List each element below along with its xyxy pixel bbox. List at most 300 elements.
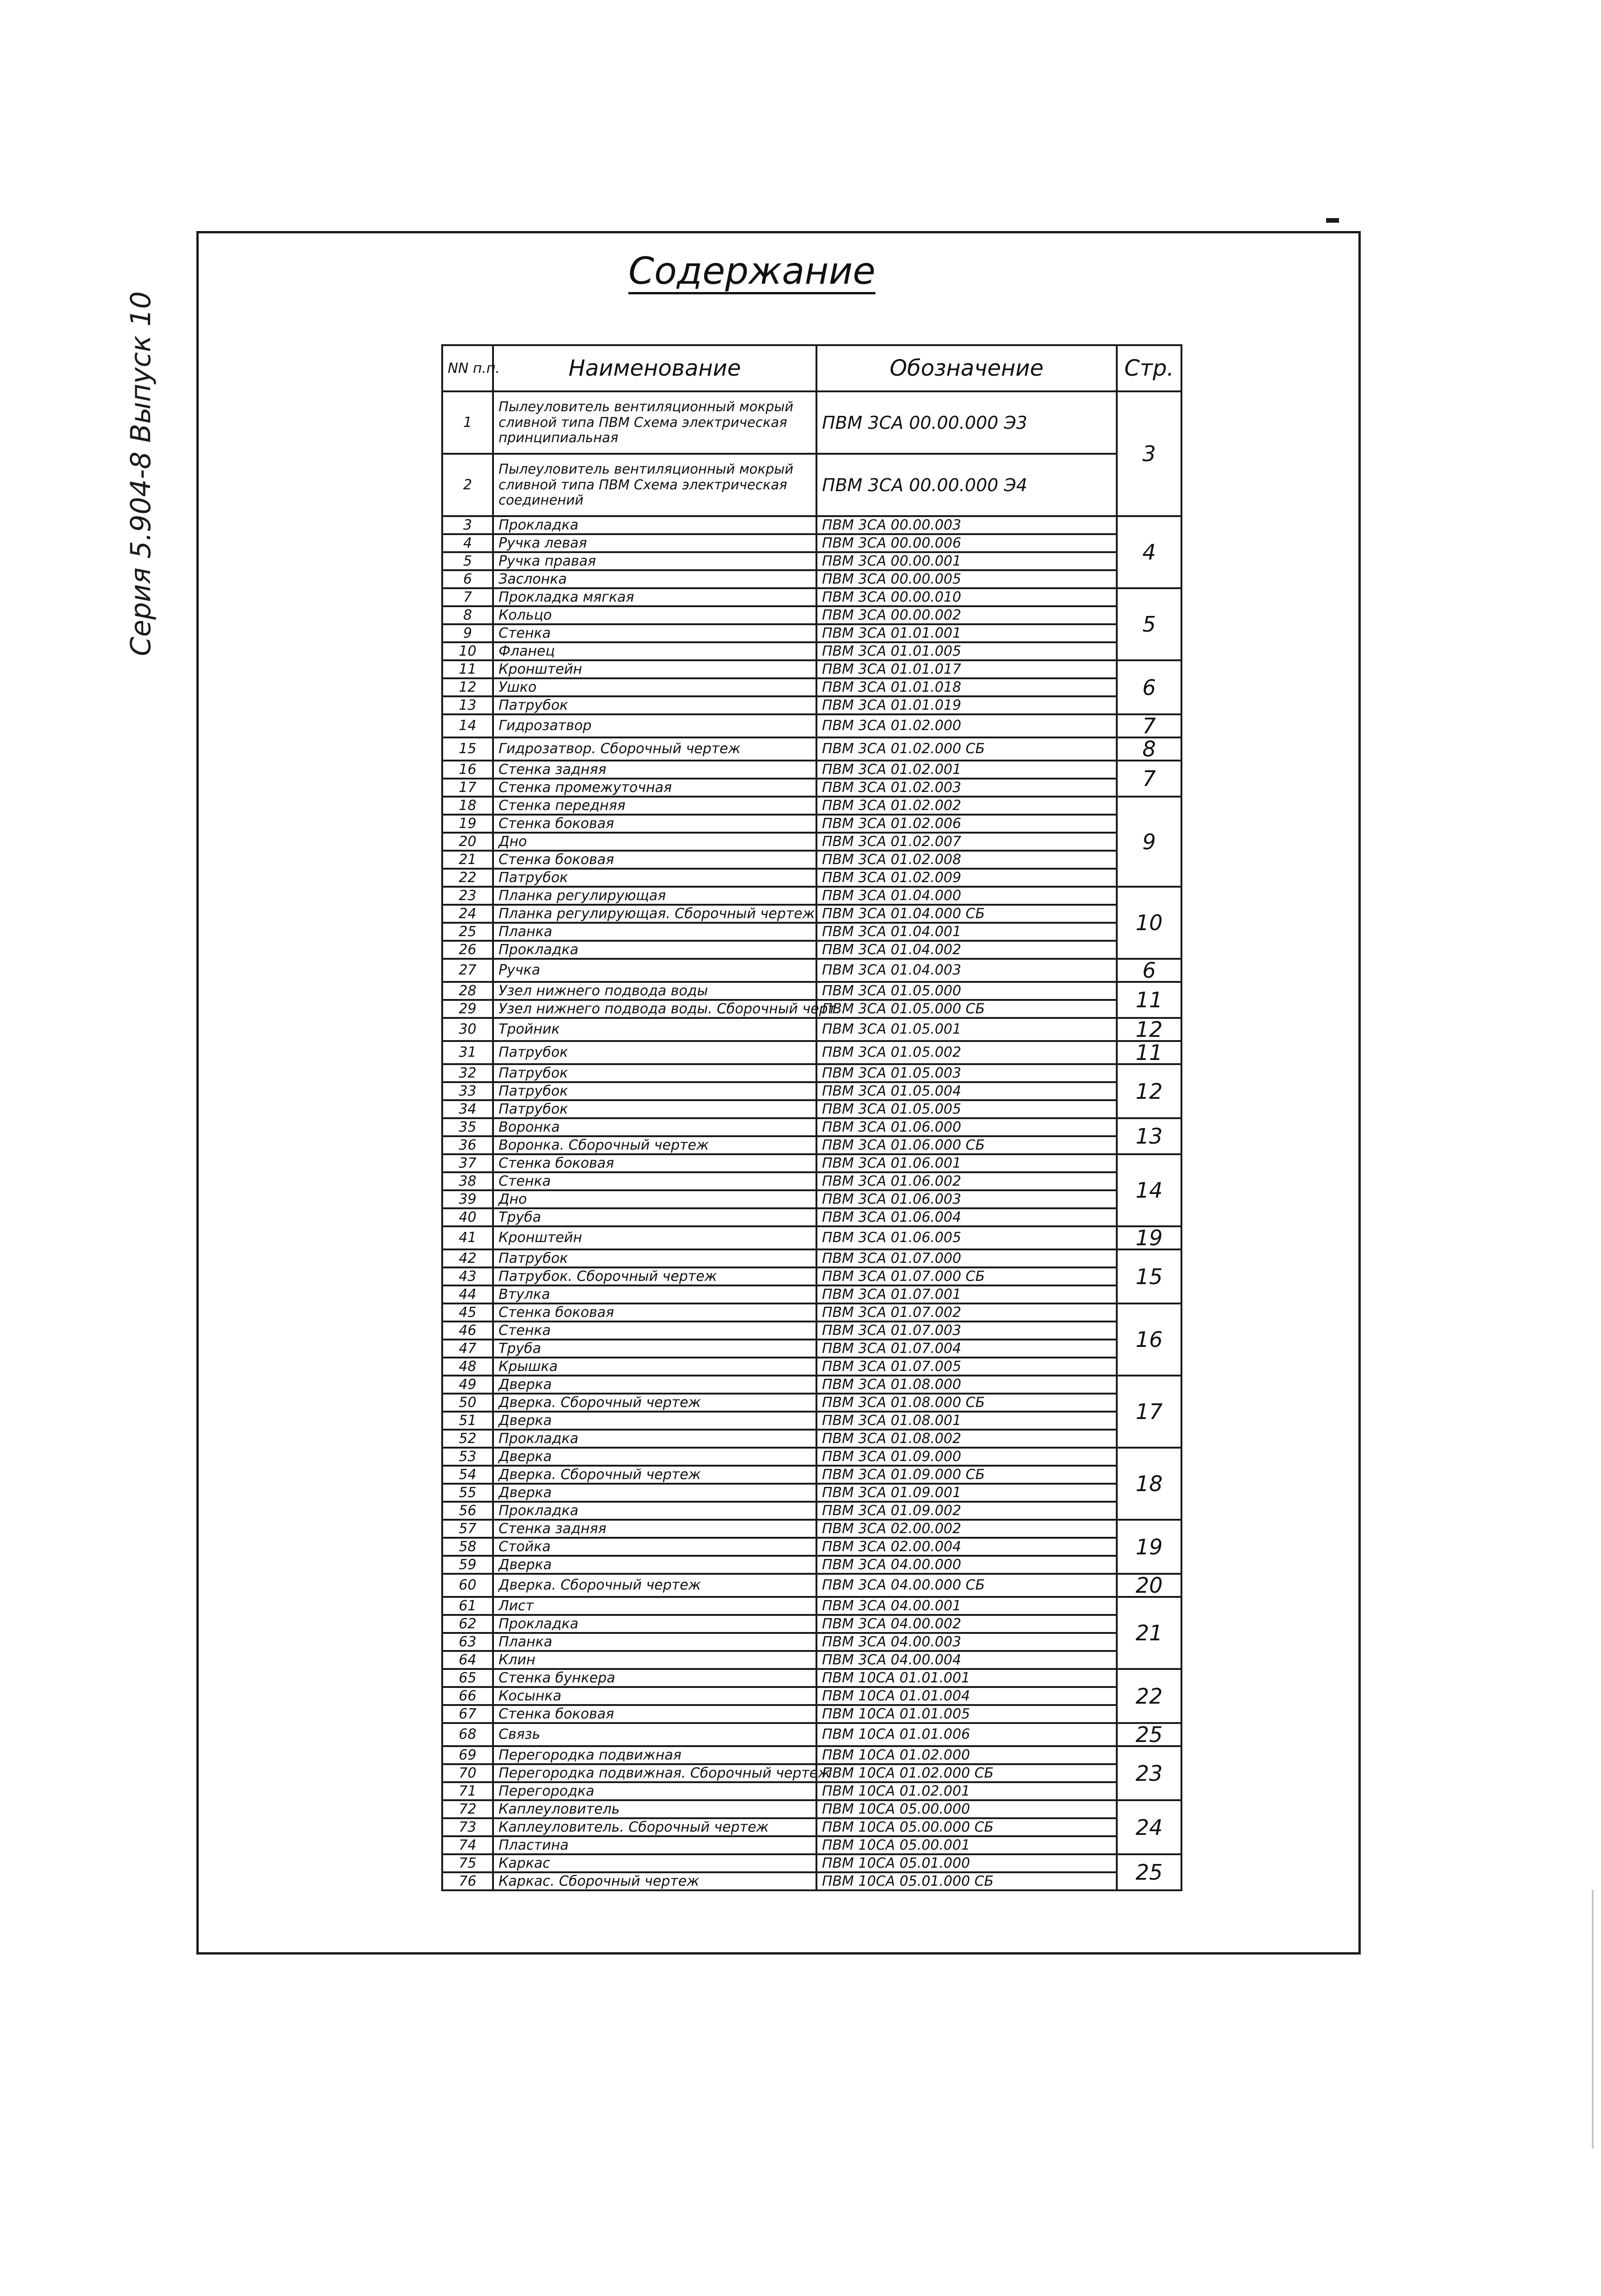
row-number: 22 [442,869,493,887]
row-name: Дверка. Сборочный чертеж [493,1574,816,1597]
row-page: 11 [1117,1041,1181,1064]
row-code: ПВМ 3СА 01.08.000 СБ [816,1394,1117,1412]
row-page: 14 [1117,1154,1181,1226]
row-code: ПВМ 3СА 01.07.001 [816,1285,1117,1303]
row-code: ПВМ 10СА 05.00.001 [816,1836,1117,1854]
table-row [442,737,1181,761]
row-name: Труба [493,1208,816,1226]
row-number: 44 [442,1285,493,1303]
row-code: ПВМ 10СА 05.01.000 [816,1854,1117,1872]
table-row [442,1502,1181,1520]
row-page: 12 [1117,1018,1181,1041]
row-number: 19 [442,815,493,833]
row-code: ПВМ 3СА 01.07.004 [816,1340,1117,1358]
row-page: 5 [1117,588,1181,660]
row-code: ПВМ 3СА 01.02.009 [816,869,1117,887]
row-code: ПВМ 3СА 01.06.000 СБ [816,1136,1117,1154]
row-page: 25 [1117,1854,1181,1890]
row-name: Прокладка [493,1430,816,1448]
row-number: 13 [442,696,493,714]
row-name: Воронка [493,1118,816,1136]
row-number: 46 [442,1322,493,1340]
table-row [442,516,1181,534]
row-code: ПВМ 3СА 01.02.008 [816,851,1117,869]
row-page: 24 [1117,1800,1181,1854]
row-number: 57 [442,1520,493,1538]
row-page: 10 [1117,887,1181,959]
table-row [442,1448,1181,1466]
corner-mark [1326,218,1339,223]
table-row [442,1285,1181,1303]
row-code: ПВМ 3СА 01.01.017 [816,660,1117,678]
row-code: ПВМ 3СА 01.01.001 [816,624,1117,642]
row-number: 40 [442,1208,493,1226]
header-name: Наименование [493,345,816,391]
row-code: ПВМ 3СА 01.01.018 [816,678,1117,696]
row-page: 20 [1117,1574,1181,1597]
row-code: ПВМ 3СА 00.00.001 [816,552,1117,570]
row-number: 42 [442,1249,493,1267]
row-name: Гидрозатвор. Сборочный чертеж [493,737,816,761]
row-number: 71 [442,1782,493,1800]
row-name: Стенка боковая [493,815,816,833]
row-code: ПВМ 3СА 01.04.000 [816,887,1117,905]
row-name: Пылеуловитель вентиляционный мокрый сливной типа ПВМ Схема электрическая принципиальная [493,391,816,454]
row-code: ПВМ 3СА 01.09.001 [816,1484,1117,1502]
row-number: 66 [442,1687,493,1705]
row-code: ПВМ 3СА 01.08.000 [816,1376,1117,1394]
row-code: ПВМ 3СА 01.06.003 [816,1190,1117,1208]
row-number: 7 [442,588,493,606]
row-number: 61 [442,1597,493,1615]
row-page: 3 [1117,391,1181,516]
row-code: ПВМ 3СА 02.00.002 [816,1520,1117,1538]
table-row [442,1249,1181,1267]
table-row [442,1267,1181,1285]
row-name: Косынка [493,1687,816,1705]
row-name: Дверка [493,1412,816,1430]
row-code: ПВМ 3СА 01.05.000 [816,982,1117,1000]
row-code: ПВМ 3СА 01.06.000 [816,1118,1117,1136]
row-number: 12 [442,678,493,696]
row-number: 16 [442,761,493,779]
row-code: ПВМ 3СА 01.08.001 [816,1412,1117,1430]
row-name: Стенка боковая [493,1154,816,1172]
row-code: ПВМ 3СА 04.00.004 [816,1651,1117,1669]
row-name: Связь [493,1723,816,1746]
row-number: 39 [442,1190,493,1208]
row-page: 12 [1117,1064,1181,1118]
row-name: Патрубок [493,1082,816,1100]
row-number: 5 [442,552,493,570]
row-name: Дверка [493,1484,816,1502]
row-number: 28 [442,982,493,1000]
row-code: ПВМ 3СА 01.01.019 [816,696,1117,714]
row-name: Узел нижнего подвода воды [493,982,816,1000]
row-name: Стенка бункера [493,1669,816,1687]
row-name: Патрубок. Сборочный чертеж [493,1267,816,1285]
row-number: 54 [442,1466,493,1484]
row-name: Заслонка [493,570,816,588]
row-name: Ручка правая [493,552,816,570]
row-name: Стенка [493,1172,816,1190]
row-code: ПВМ 3СА 01.05.000 СБ [816,1000,1117,1018]
row-code: ПВМ 3СА 00.00.005 [816,570,1117,588]
row-number: 64 [442,1651,493,1669]
table-row [442,1118,1181,1136]
row-name: Стенка боковая [493,1303,816,1322]
row-page: 11 [1117,982,1181,1018]
row-name: Крышка [493,1358,816,1376]
row-name: Каплеуловитель [493,1800,816,1818]
row-code: ПВМ 10СА 05.00.000 СБ [816,1818,1117,1836]
row-number: 70 [442,1764,493,1782]
row-code: ПВМ 3СА 01.02.006 [816,815,1117,833]
table-row [442,1782,1181,1800]
row-name: Прокладка [493,516,816,534]
row-name: Клин [493,1651,816,1669]
table-row [442,696,1181,714]
row-name: Втулка [493,1285,816,1303]
row-number: 62 [442,1615,493,1633]
table-row [442,1430,1181,1448]
contents-table [441,344,1182,1891]
row-code: ПВМ 10СА 05.01.000 СБ [816,1872,1117,1890]
row-code: ПВМ 3СА 01.05.001 [816,1018,1117,1041]
table-row [442,1190,1181,1208]
row-name: Гидрозатвор [493,714,816,737]
row-name: Патрубок [493,1064,816,1082]
header-num: NN п.п. [442,345,493,391]
row-name: Планка [493,923,816,941]
row-number: 32 [442,1064,493,1082]
row-page: 18 [1117,1448,1181,1520]
row-number: 59 [442,1556,493,1574]
row-name: Дно [493,833,816,851]
row-number: 73 [442,1818,493,1836]
row-number: 38 [442,1172,493,1190]
row-name: Каплеуловитель. Сборочный чертеж [493,1818,816,1836]
table-row [442,1358,1181,1376]
table-row [442,1412,1181,1430]
row-code: ПВМ 10СА 01.02.001 [816,1782,1117,1800]
table-row [442,570,1181,588]
table-row [442,588,1181,606]
row-code: ПВМ 3СА 01.07.005 [816,1358,1117,1376]
row-code: ПВМ 3СА 04.00.003 [816,1633,1117,1651]
row-name: Перегородка подвижная [493,1746,816,1764]
row-name: Каркас [493,1854,816,1872]
row-number: 53 [442,1448,493,1466]
row-code: ПВМ 3СА 04.00.002 [816,1615,1117,1633]
table-row [442,1705,1181,1723]
row-number: 14 [442,714,493,737]
table-row [442,1484,1181,1502]
row-name: Перегородка [493,1782,816,1800]
table-row [442,1633,1181,1651]
table-row [442,797,1181,815]
row-number: 26 [442,941,493,959]
row-name: Труба [493,1340,816,1358]
row-number: 48 [442,1358,493,1376]
row-name: Пылеуловитель вентиляционный мокрый сливной типа ПВМ Схема электрическая соединений [493,454,816,516]
row-code: ПВМ 10СА 01.01.006 [816,1723,1117,1746]
row-page: 19 [1117,1520,1181,1574]
row-number: 76 [442,1872,493,1890]
table-row [442,642,1181,660]
table-row [442,851,1181,869]
row-code: ПВМ 3СА 01.04.003 [816,959,1117,982]
table-row [442,1018,1181,1041]
row-code: ПВМ 3СА 01.09.000 СБ [816,1466,1117,1484]
table-row [442,905,1181,923]
row-number: 29 [442,1000,493,1018]
row-number: 25 [442,923,493,941]
row-number: 69 [442,1746,493,1764]
row-code: ПВМ 3СА 01.04.000 СБ [816,905,1117,923]
table-row [442,1818,1181,1836]
row-number: 34 [442,1100,493,1118]
row-number: 23 [442,887,493,905]
row-number: 72 [442,1800,493,1818]
table-row [442,869,1181,887]
page-title: Содержание [628,250,876,292]
table-row [442,1872,1181,1890]
row-code: ПВМ 3СА 00.00.000 Э4 [816,454,1117,516]
table-row [442,887,1181,905]
row-number: 20 [442,833,493,851]
table-row [442,1172,1181,1190]
row-page: 8 [1117,737,1181,761]
row-name: Дверка [493,1556,816,1574]
row-number: 2 [442,454,493,516]
row-number: 63 [442,1633,493,1651]
row-number: 41 [442,1226,493,1249]
row-name: Стенка боковая [493,851,816,869]
table-row [442,761,1181,779]
row-number: 24 [442,905,493,923]
row-page: 4 [1117,516,1181,588]
row-code: ПВМ 3СА 01.07.003 [816,1322,1117,1340]
row-code: ПВМ 3СА 01.05.002 [816,1041,1117,1064]
table-row [442,1041,1181,1064]
row-name: Кронштейн [493,660,816,678]
table-row [442,660,1181,678]
table-row [442,714,1181,737]
row-number: 10 [442,642,493,660]
table-row [442,534,1181,552]
row-code: ПВМ 3СА 01.05.004 [816,1082,1117,1100]
row-code: ПВМ 10СА 01.02.000 СБ [816,1764,1117,1782]
row-name: Стенка [493,1322,816,1340]
row-code: ПВМ 3СА 04.00.000 [816,1556,1117,1574]
row-name: Стойка [493,1538,816,1556]
row-number: 60 [442,1574,493,1597]
row-page: 7 [1117,761,1181,797]
row-code: ПВМ 3СА 01.02.001 [816,761,1117,779]
row-number: 67 [442,1705,493,1723]
row-code: ПВМ 3СА 01.07.000 СБ [816,1267,1117,1285]
row-page: 22 [1117,1669,1181,1723]
row-number: 17 [442,779,493,797]
row-name: Кольцо [493,606,816,624]
row-code: ПВМ 3СА 01.02.000 [816,714,1117,737]
row-page: 13 [1117,1118,1181,1154]
row-code: ПВМ 3СА 00.00.000 Э3 [816,391,1117,454]
table-row [442,1687,1181,1705]
table-row [442,1574,1181,1597]
table-row [442,1746,1181,1764]
row-name: Лист [493,1597,816,1615]
row-number: 47 [442,1340,493,1358]
row-number: 36 [442,1136,493,1154]
row-name: Патрубок [493,696,816,714]
row-page: 7 [1117,714,1181,737]
row-number: 37 [442,1154,493,1172]
row-code: ПВМ 10СА 01.02.000 [816,1746,1117,1764]
table-row [442,1226,1181,1249]
row-name: Планка регулирующая [493,887,816,905]
row-page: 25 [1117,1723,1181,1746]
table-row [442,779,1181,797]
row-number: 45 [442,1303,493,1322]
row-page: 19 [1117,1226,1181,1249]
row-name: Перегородка подвижная. Сборочный чертеж [493,1764,816,1782]
row-name: Дверка [493,1448,816,1466]
table-row [442,1836,1181,1854]
row-code: ПВМ 3СА 02.00.004 [816,1538,1117,1556]
row-code: ПВМ 3СА 01.06.005 [816,1226,1117,1249]
row-number: 1 [442,391,493,454]
row-name: Узел нижнего подвода воды. Сборочный черт. [493,1000,816,1018]
row-number: 43 [442,1267,493,1285]
row-code: ПВМ 3СА 01.09.002 [816,1502,1117,1520]
row-number: 6 [442,570,493,588]
row-name: Фланец [493,642,816,660]
row-name: Каркас. Сборочный чертеж [493,1872,816,1890]
table-row [442,454,1181,516]
row-name: Прокладка мягкая [493,588,816,606]
table-row [442,1723,1181,1746]
table-row [442,941,1181,959]
header-page: Стр. [1117,345,1181,391]
row-name: Воронка. Сборочный чертеж [493,1136,816,1154]
row-number: 18 [442,797,493,815]
row-number: 50 [442,1394,493,1412]
table-row [442,923,1181,941]
table-row [442,1064,1181,1082]
row-name: Стенка [493,624,816,642]
table-row [442,1322,1181,1340]
row-number: 8 [442,606,493,624]
row-number: 15 [442,737,493,761]
row-page: 23 [1117,1746,1181,1800]
row-number: 65 [442,1669,493,1687]
row-code: ПВМ 3СА 01.06.004 [816,1208,1117,1226]
row-name: Планка [493,1633,816,1651]
row-code: ПВМ 3СА 01.08.002 [816,1430,1117,1448]
row-code: ПВМ 3СА 01.02.002 [816,797,1117,815]
row-name: Патрубок [493,1041,816,1064]
table-row [442,1764,1181,1782]
table-row [442,1556,1181,1574]
row-page: 6 [1117,660,1181,714]
row-name: Планка регулирующая. Сборочный чертеж [493,905,816,923]
row-name: Патрубок [493,1100,816,1118]
row-number: 49 [442,1376,493,1394]
row-name: Стенка задняя [493,1520,816,1538]
table-row [442,833,1181,851]
table-row [442,1800,1181,1818]
contents-body [442,391,1181,1890]
row-number: 58 [442,1538,493,1556]
row-number: 21 [442,851,493,869]
row-number: 74 [442,1836,493,1854]
table-row [442,678,1181,696]
row-number: 11 [442,660,493,678]
row-code: ПВМ 3СА 01.02.000 СБ [816,737,1117,761]
table-row [442,1340,1181,1358]
row-number: 4 [442,534,493,552]
table-row [442,1538,1181,1556]
row-code: ПВМ 10СА 05.00.000 [816,1800,1117,1818]
table-row [442,959,1181,982]
table-row [442,391,1181,454]
row-code: ПВМ 10СА 01.01.005 [816,1705,1117,1723]
row-code: ПВМ 3СА 01.09.000 [816,1448,1117,1466]
row-name: Прокладка [493,1615,816,1633]
row-name: Дверка. Сборочный чертеж [493,1394,816,1412]
row-name: Тройник [493,1018,816,1041]
table-row [442,1597,1181,1615]
row-code: ПВМ 3СА 01.04.002 [816,941,1117,959]
row-code: ПВМ 3СА 00.00.003 [816,516,1117,534]
table-row [442,1651,1181,1669]
table-row [442,1208,1181,1226]
row-code: ПВМ 3СА 04.00.001 [816,1597,1117,1615]
series-stamp: Серия 5.904-8 Выпуск 10 [125,291,157,656]
row-name: Стенка промежуточная [493,779,816,797]
row-code: ПВМ 3СА 01.02.007 [816,833,1117,851]
row-code: ПВМ 3СА 01.06.002 [816,1172,1117,1190]
row-number: 30 [442,1018,493,1041]
table-row [442,982,1181,1000]
row-number: 27 [442,959,493,982]
scan-edge-line [1592,1890,1594,2149]
table-row [442,1520,1181,1538]
row-name: Стенка задняя [493,761,816,779]
table-header-row [442,345,1181,391]
row-code: ПВМ 3СА 00.00.006 [816,534,1117,552]
table-row [442,1466,1181,1484]
row-number: 56 [442,1502,493,1520]
row-number: 52 [442,1430,493,1448]
row-code: ПВМ 3СА 01.04.001 [816,923,1117,941]
row-page: 16 [1117,1303,1181,1376]
row-code: ПВМ 3СА 01.05.005 [816,1100,1117,1118]
row-code: ПВМ 3СА 01.06.001 [816,1154,1117,1172]
row-name: Стенка передняя [493,797,816,815]
row-code: ПВМ 10СА 01.01.004 [816,1687,1117,1705]
row-code: ПВМ 3СА 00.00.002 [816,606,1117,624]
header-code: Обозначение [816,345,1117,391]
table-row [442,1376,1181,1394]
table-row [442,1000,1181,1018]
row-number: 33 [442,1082,493,1100]
row-name: Дно [493,1190,816,1208]
table-row [442,1082,1181,1100]
row-page: 17 [1117,1376,1181,1448]
